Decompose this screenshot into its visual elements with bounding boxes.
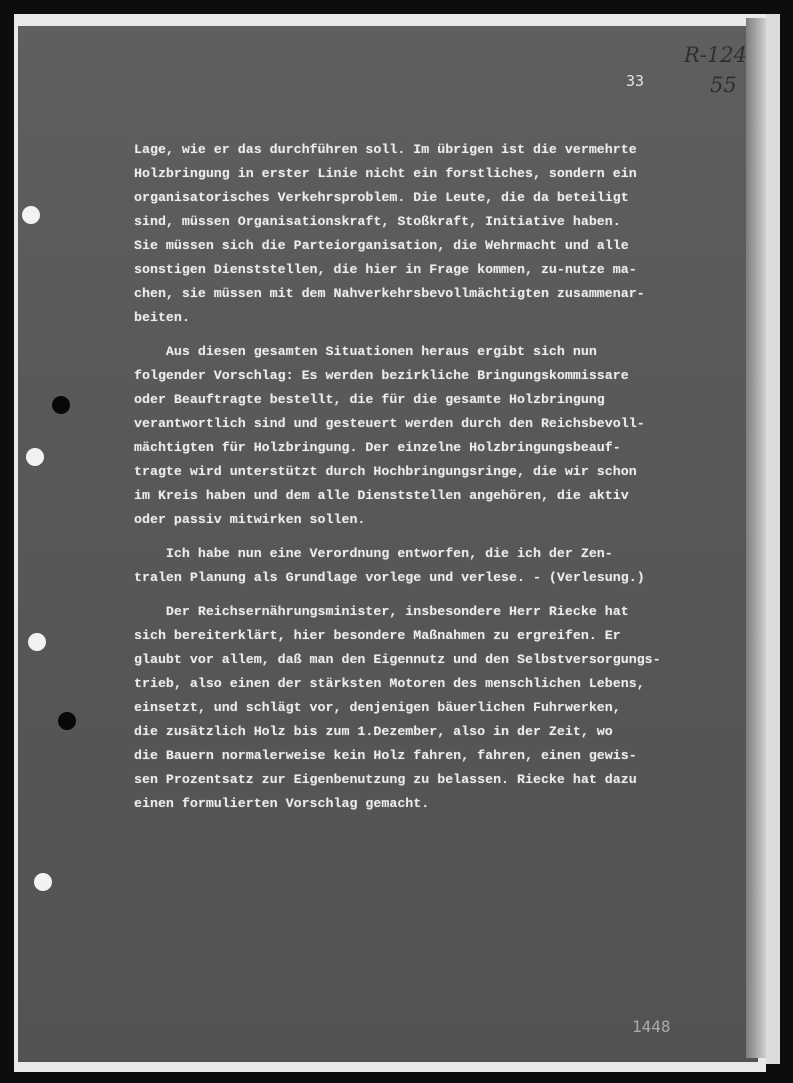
- punch-hole: [52, 396, 70, 414]
- punch-hole: [22, 206, 40, 224]
- text-line: mächtigten für Holzbringung. Der einzelne Holzbringungsbeauf-: [134, 440, 621, 455]
- text-line: Der Reichsernährungsminister, insbesondere Herr Riecke hat: [134, 604, 629, 619]
- archive-mark-line1: R-124: [684, 43, 747, 67]
- punch-hole: [34, 873, 52, 891]
- text-line: glaubt vor allem, daß man den Eigennutz und den Selbstversorgungs-: [134, 652, 661, 667]
- text-line: sich bereiterklärt, hier besondere Maßnahmen zu ergreifen. Er: [134, 628, 621, 643]
- text-line: oder Beauftragte bestellt, die für die gesamte Holzbringung: [134, 392, 605, 407]
- text-line: Aus diesen gesamten Situationen heraus ergibt sich nun: [134, 344, 597, 359]
- text-line: Holzbringung in erster Linie nicht ein forstliches, sondern ein: [134, 166, 637, 181]
- text-line: tragte wird unterstützt durch Hochbringungsringe, die wir schon: [134, 464, 637, 479]
- paragraph: [134, 600, 706, 816]
- footer-stamp: 1448: [632, 1017, 671, 1036]
- archive-mark: [684, 40, 754, 100]
- paragraph: [134, 542, 706, 590]
- text-line: im Kreis haben und dem alle Dienststellen angehören, die aktiv: [134, 488, 629, 503]
- paragraph-gap: [134, 330, 706, 340]
- text-line: tralen Planung als Grundlage vorlege und verlese. - (Verlesung.): [134, 570, 645, 585]
- text-line: einsetzt, und schlägt vor, denjenigen bäuerlichen Fuhrwerken,: [134, 700, 621, 715]
- punch-hole: [28, 633, 46, 651]
- text-line: sind, müssen Organisationskraft, Stoßkraft, Initiative haben.: [134, 214, 621, 229]
- text-line: sonstigen Dienststellen, die hier in Frage kommen, zu-nutze ma-: [134, 262, 637, 277]
- archive-mark-line2: 55: [710, 73, 737, 97]
- text-line: folgender Vorschlag: Es werden bezirkliche Bringungskommissare: [134, 368, 629, 383]
- text-line: organisatorisches Verkehrsproblem. Die Leute, die da beteiligt: [134, 190, 629, 205]
- text-line: einen formulierten Vorschlag gemacht.: [134, 796, 430, 811]
- text-line: die Bauern normalerweise kein Holz fahren, fahren, einen gewis-: [134, 748, 637, 763]
- text-line: oder passiv mitwirken sollen.: [134, 512, 366, 527]
- paragraph: [134, 138, 706, 330]
- paragraph: [134, 340, 706, 532]
- text-line: verantwortlich sind und gesteuert werden durch den Reichsbevoll-: [134, 416, 645, 431]
- paper-strip: [766, 14, 780, 1064]
- paragraph-gap: [134, 590, 706, 600]
- text-line: trieb, also einen der stärksten Motoren des menschlichen Lebens,: [134, 676, 645, 691]
- text-line: die zusätzlich Holz bis zum 1.Dezember, also in der Zeit, wo: [134, 724, 613, 739]
- text-line: Ich habe nun eine Verordnung entworfen, die ich der Zen-: [134, 546, 613, 561]
- text-line: chen, sie müssen mit dem Nahverkehrsbevollmächtigten zusammenar-: [134, 286, 645, 301]
- text-line: beiten.: [134, 310, 190, 325]
- text-line: sen Prozentsatz zur Eigenbenutzung zu belassen. Riecke hat dazu: [134, 772, 637, 787]
- text-line: Sie müssen sich die Parteiorganisation, die Wehrmacht und alle: [134, 238, 629, 253]
- paragraph-gap: [134, 532, 706, 542]
- page-number: 33: [626, 72, 645, 90]
- photo-edge: [746, 18, 768, 1058]
- punch-hole: [58, 712, 76, 730]
- document-body: [134, 138, 706, 816]
- punch-hole: [26, 448, 44, 466]
- text-line: Lage, wie er das durchführen soll. Im übrigen ist die vermehrte: [134, 142, 637, 157]
